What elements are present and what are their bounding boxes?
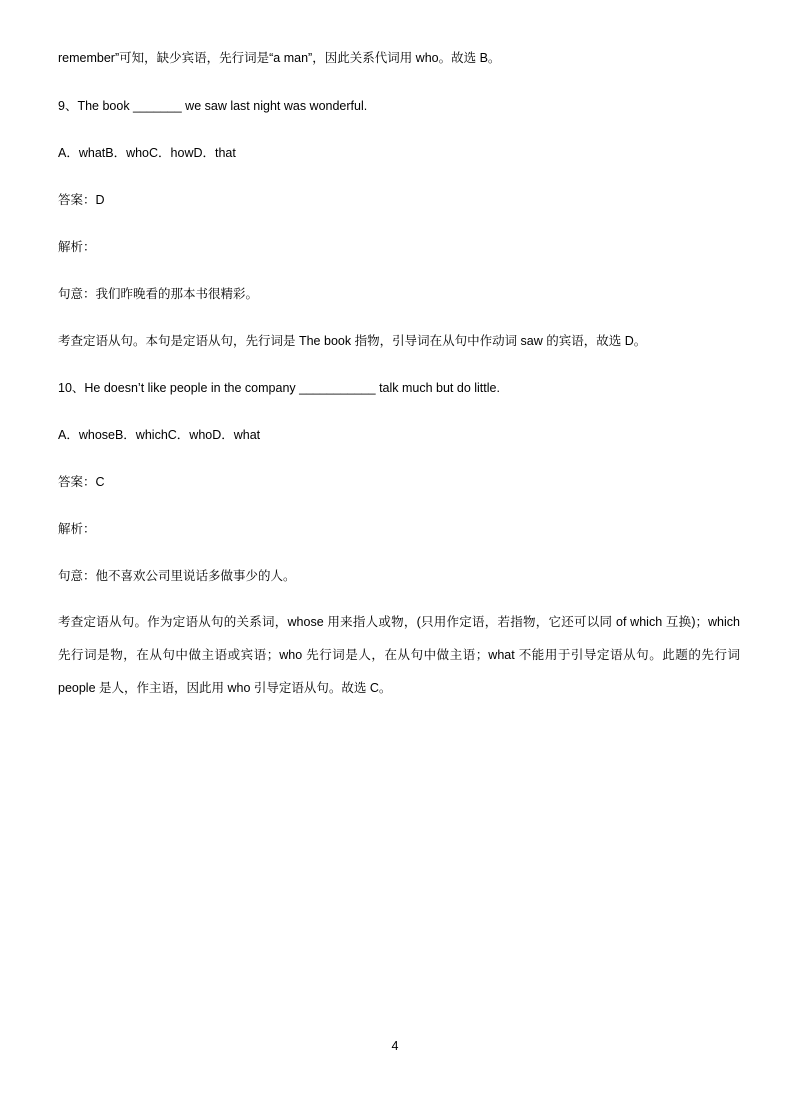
question-10-analysis-label: 解析：	[58, 522, 96, 536]
question-10-options: A．whoseB．whichC．whoD．what	[58, 428, 261, 442]
question-10-answer: 答案：C	[58, 475, 105, 489]
question-9-options: A．whatB．whoC．howD．that	[58, 146, 236, 160]
question-10: 10、He doesn’t like people in the company ___________ talk much but do little.	[58, 381, 500, 395]
question-9-answer: 答案：D	[58, 193, 105, 207]
question-10-explanation: 考查定语从句。作为定语从句的关系词，whose 用来指人或物，(只用作定语，若指物，它还可以同 of which 互换)；which 先行词是物，在从句中做主语或宾语；who 先行词是人，在从句中做主语；what 不能用于引导定语从句。此题的先行词 people 是人，作主语，因此用 who 引导定语从句。故选 C。	[58, 615, 740, 695]
question-9: 9、The book _______ we saw last night was wonderful.	[58, 99, 368, 113]
explanation-continuation: remember”可知，缺少宾语，先行词是“a man”，因此关系代词用 who。故选 B。	[58, 51, 501, 65]
page-number: 4	[391, 1039, 399, 1053]
question-9-sentence-meaning: 句意：我们昨晚看的那本书很精彩。	[58, 287, 259, 301]
question-9-analysis-label: 解析：	[58, 240, 96, 254]
question-10-sentence-meaning: 句意：他不喜欢公司里说话多做事少的人。	[58, 569, 296, 583]
question-9-explanation: 考查定语从句。本句是定语从句，先行词是 The book 指物，引导词在从句中作动词 saw 的宾语，故选 D。	[58, 334, 647, 348]
